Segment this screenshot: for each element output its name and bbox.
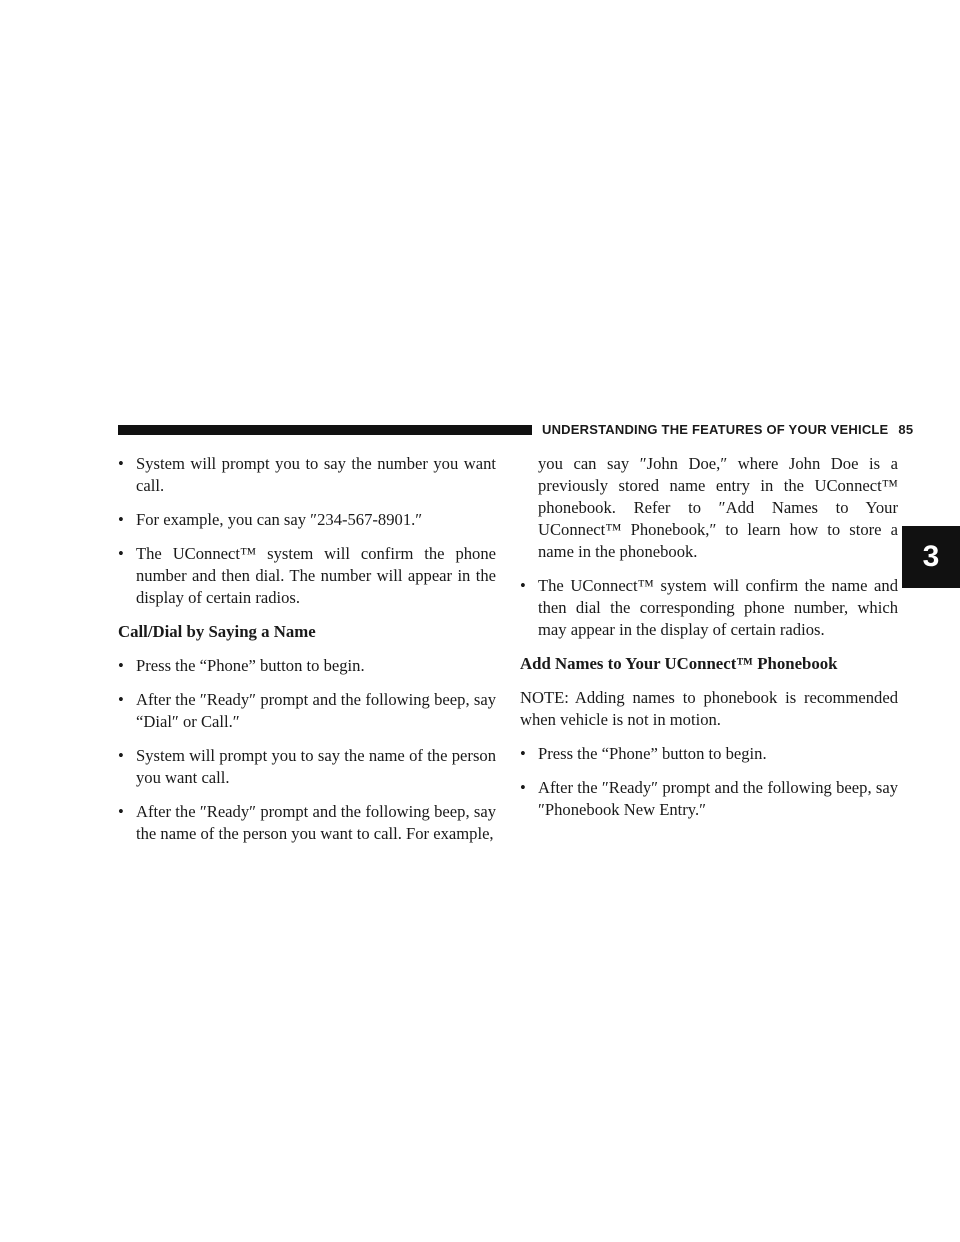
chapter-tab: 3 <box>902 526 960 588</box>
bullet-item: • For example, you can say ″234-567-8901.″ <box>118 509 496 531</box>
section-heading: Call/Dial by Saying a Name <box>118 622 316 641</box>
bullet-item: • Press the “Phone” button to begin. <box>520 743 898 765</box>
note-label: NOTE: <box>520 688 569 707</box>
bullet-item: • System will prompt you to say the name of the person you want call. <box>118 745 496 789</box>
page-number: 85 <box>898 422 914 437</box>
note-paragraph <box>520 687 898 731</box>
bullet-item: • The UConnect™ system will confirm the phone number and then dial. The number will appear in the display of certain radios. <box>118 543 496 609</box>
bullet-item: • After the ″Ready″ prompt and the following beep, say ″Phonebook New Entry.″ <box>520 777 898 821</box>
section-heading: Add Names to Your UConnect™ Phonebook <box>520 654 838 673</box>
bullet-item: • The UConnect™ system will confirm the name and then dial the corresponding phone number, which may appear in the display of certain radios. <box>520 575 898 641</box>
header-title: UNDERSTANDING THE FEATURES OF YOUR VEHICLE <box>542 422 889 437</box>
left-column <box>118 453 496 857</box>
right-column <box>520 453 898 833</box>
continued-paragraph: you can say ″John Doe,″ where John Doe is a previously stored name entry in the UConnect™ phonebook. Refer to ″Add Names to Your UConnect™ Phonebook,″ to learn how to store a name in the phonebook. <box>538 454 898 561</box>
header-rule-bar <box>118 425 532 435</box>
note-text: Adding names to phonebook is recommended when vehicle is not in motion. <box>520 688 898 729</box>
bullet-item: • System will prompt you to say the number you want call. <box>118 453 496 497</box>
bullet-item: • After the ″Ready″ prompt and the following beep, say “Dial″ or Call.″ <box>118 689 496 733</box>
bullet-item: • After the ″Ready″ prompt and the following beep, say the name of the person you want to call. For example, <box>118 801 496 845</box>
page-header <box>118 421 914 437</box>
bullet-item: • Press the “Phone” button to begin. <box>118 655 496 677</box>
header-text <box>542 421 913 438</box>
